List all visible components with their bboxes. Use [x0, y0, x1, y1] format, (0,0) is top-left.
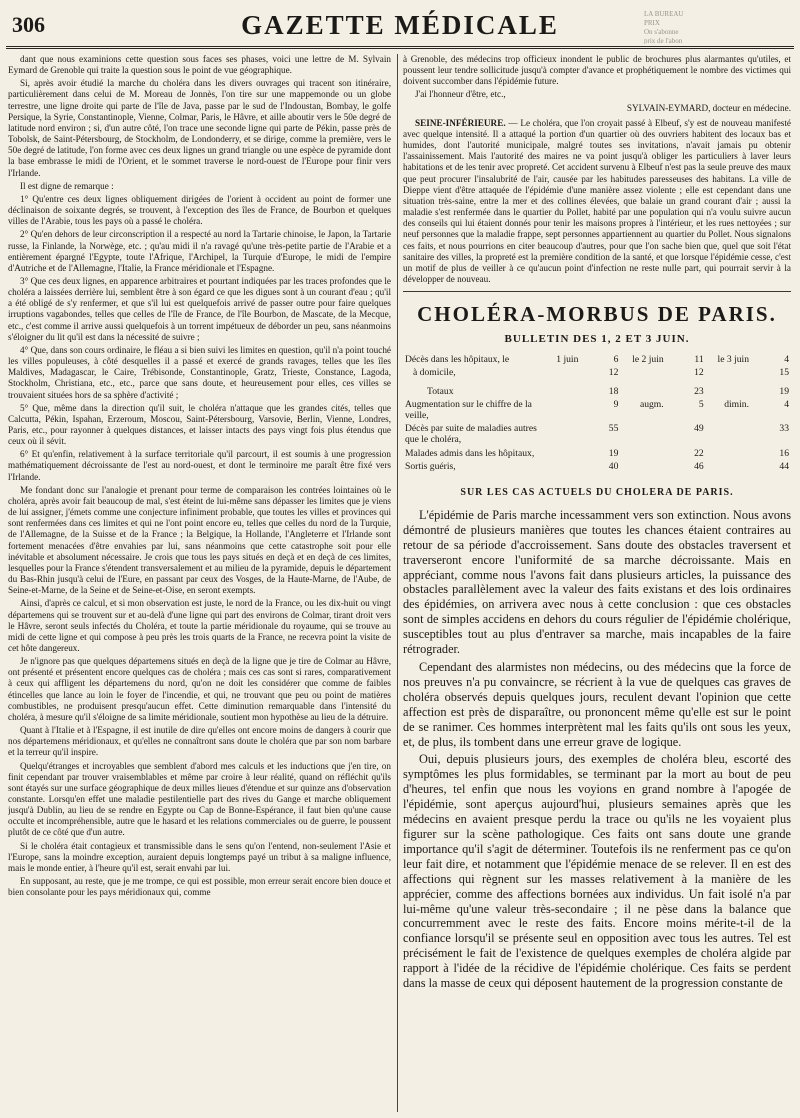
letter-ending: à Grenoble, des médecins trop officieux inondent le public de brochures plus alarmantes qu'utiles, et poussent leur tendre sollicitude jusqu'à compter d'avance et prophétiquement le nombre des victimes qui doivent succomber dans l'épidémie future.	[403, 54, 791, 87]
bulletin-title: BULLETIN DES 1, 2 ET 3 JUIN.	[504, 333, 690, 346]
table-row: Sortis guéris, 40 46 44	[405, 460, 789, 472]
paragraph: L'épidémie de Paris marche incessamment vers son extinction. Nous avons démontré de plusieurs manières que toutes les chances étaient contraires au retour de sa période d'accroissement. Sans doute des obstacles traversent et traverseront encore l'uniformité de sa marche décroissante. Mais en appréciant, comme nous l'avons fait dans plusieurs articles, la puissance des obstacles parallèlement avec la valeur des faits existans et des lois ordinaires des épidémies, on arrivera avec nous à cette conclusion : que ces obstacles sont de simples accidens en dehors du cours régulier de l'épidémie cholérique, susceptibles tout au plus d'entraver sa marche, mais incapables de la faire rétrograder.	[403, 507, 791, 657]
masthead-title: GAZETTE MÉDICALE	[241, 10, 559, 40]
paragraph: Il est digne de remarque :	[20, 180, 114, 191]
main-title: CHOLÉRA-MORBUS DE PARIS.	[417, 302, 777, 327]
paragraph: En supposant, au reste, que je me trompe, ce qui est possible, mon erreur serait encore bien douce et bien consolante pour les pays méridionaux qui, comme	[8, 876, 391, 898]
paragraph: Me fondant donc sur l'analogie et prenant pour terme de comparaison les contrées lointaines où le choléra, après avoir fait beaucoup de mal, s'est éteint de lui-même sans dépasser les limites que je viens de lui assigner, j'émets comme une conjecture infiniment probable, que toutes les villes et provinces qui sont renfermées dans ces limites et qui ne l'ont point encore eu, telles que celles du nord de la Turquie, de l'Allemagne, de la Suisse et de la France ; la Belgique, la Hollande, l'Angleterre et l'Irlande sont fortement menacées d'être envahies par lui, sans néanmoins que cette catastrophe soit pour elle inévitable et absolument nécessaire. Je crois que tous les pays situés en deçà et en deçà de ces limites, lesquelles pour la France s'étendent transversalement et au milieu de la pyramide, depuis le département du Bas-Rhin jusqu'à celui de l'Eure, en passant par ceux des Vosges, de la Haute-Marne, de l'Aube, de Seine-et-Marne, de la Seine et de Seine-et-Oise, en seront exempts.	[8, 484, 391, 596]
letter-closing: J'ai l'honneur d'être, etc.,	[415, 89, 506, 100]
paragraph: dant que nous examinions cette question sous faces ses phases, voici une lettre de M. Sylvain Eymard de Grenoble qui traite la question sous le point de vue géographique.	[8, 54, 391, 76]
paragraph: Quelqu'étranges et incroyables que semblent d'abord mes calculs et les inductions que j'en tire, on finit cependant par trouver vraisemblables et même par croire à leur réalité, quand on réfléchit qu'ils sont étayés sur une surface géographique de deux milles lieues d'étendue et sur quinze ans d'observation constante. Lorsqu'en effet une maladie pestilentielle part des rives du Gange et marche obliquement jusqu'à Dublin, au lieu de se rendre en Egypte ou Cap de Bonne-Espérance, il faut bien qu'une cause occulte et incompréhensible, autre que le hasard et les relations commerciales ou de guerre, le poussent plutôt de ce côté que d'un autre.	[8, 760, 391, 838]
left-column	[8, 54, 391, 1114]
page-number: 306	[12, 12, 45, 37]
paragraph: 5° Que, même dans la direction qu'il suit, le choléra n'attaque que les grandes cités, telles que Calcutta, Pékin, Ispahan, Erzeroum, Moscou, Saint-Pétersbourg, Varsovie, Berlin, Vienne, Londres, Paris, etc., pour rayonner à quelques distances, et laisser intacts des pays vingt fois plus étendus que ceux où il sévit.	[8, 402, 391, 447]
section-separator	[403, 291, 791, 292]
paragraph: Si, après avoir étudié la marche du choléra dans les divers ouvrages qui tracent son itinéraire, particulièrement dans celui de M. Moreau de Jonnès, l'on tire sur une mappemonde ou un globe terrestre, une ligne droite qui parte de l'île de Java, passe par le sud de l'Indoustan, Bombay, le golfe Persique, la Syrie, Constantinople, Vienne, Colmar, Paris, le Hâvre, et aille aboutir vers le 50e degré de latitude nord environ ; si, d'un autre côté, l'on trace une seconde ligne qui parte de Pékin, passe près de Tobolsk, de Saint-Pétersbourg, de Stockholm, de Londonderry, et se dirige, comme la première, vers le 50e degré de latitude, l'on forme avec ces deux lignes un grand triangle ou une espèce de pyramide dont la base embrasse le midi de l'Orient, et le sommet traverse le nord-ouest de l'Europe pour finir vers l'Irlande.	[8, 78, 391, 178]
bleed-through-text: LA BUREAU PRIX On s'abonne prix de l'abon	[644, 10, 684, 44]
seine-text: — Le choléra, que l'on croyait passé à Elbeuf, s'y est de nouveau manifesté avec quelque intensité. Il a attaqué la portion d'un quartier où des ouvriers habitent des locaux bas et humides, dont l'autorité municipale, malgré toutes ses invitations, n'avait jamais pu obtenir l'assainissement. Mais l'autorité des maires ne va point jusqu'à obliger les particuliers à laver leurs habitations et de les tenir avec propreté. Cet accident survenu à Elbeuf n'est pas la seule preuve des maux que peut procurer l'insalubrité de l'air, causée par les habitudes paresseuses des habitans. La ville de Dieppe vient d'être attaquée de l'épidémie d'une manière assez violente ; elle est cependant dans une situation très-saine, entre la mer et des collines élevées, que balaie un grand courant d'air ; aussi la maladie s'est renfermée dans le quartier du Pollet, habité par une population qui n'a voulu suivre aucun des conseils qui lui étaient donnés pour tenir les maisons propres à l'intérieur, et les rues nettoyées ; sur neuf personnes que la maladie frappe, sept personnes appartiennent au quartier du Pollet. Nous signalons ces faits, et nous pourrions en citer beaucoup d'autres, pour que l'on sache bien que, quel que soit l'état sanitaire des villes, la propreté est la première condition de la santé, et que lorsque l'épidémie cesse, c'est un motif de plus de veiller à ce qu'aucun point d'infection ne reste nulle part, qui pourrait servir à la développer de nouveau.	[403, 117, 791, 284]
table-row: Malades admis dans les hôpitaux, 19 22 16	[405, 447, 789, 459]
paragraph: Oui, depuis plusieurs jours, des exemples de choléra bleu, escorté des symptômes les plus formidables, se terminant par la mort au bout de peu d'heures, tel enfin que nous les voyions en grand nombre à l'apogée de l'épidémie, sont aperçus aujourd'hui, plusieurs semaines après que les médecins en avaient presque perdu la trace ou qu'ils ne les voyaient plus figurer sur la scène pathologique. Ces faits ont sans doute une grande importance qu'il s'agit de déterminer. Toutefois ils ne renferment pas ce qu'on leur fait dire, et notamment que l'épidémie menace de se relever. Il en est des affections qui règnent sur les masses relativement à la manière de les apprécier, comme des affections bornées aux individus. Un fait isolé n'a par lui-même qu'une valeur très-secondaire ; il ne pèse dans la balance que concurremment avec le reste des faits. Encore moins mérite-t-il de la confiance lorsqu'il se présente seul en opposition avec tous les autres. Tel est précisément le fait de l'existence de quelques exemples de choléra algide par rapport à l'idée de la récidive de l'épidémie cholérique. Ces faits se perdent dans la masse de ceux qui déposent hautement de la progression constante de	[403, 752, 791, 991]
paragraph: Je n'ignore pas que quelques départemens situés en deçà de la ligne que je tire de Colmar au Hâvre, ont présenté et présentent encore quelques cas de choléra ; mais ces cas sont si rares, comparativement à ceux qui affligent les départemens du nord, qu'on ne doit les considérer que comme de faibles étincelles que lance au loin le foyer de l'incendie, et qui, ne trouvant que peu ou point de matières combustibles, ne produisent presqu'aucun effet. Cette diminution remarquable dans l'intensité du choléra, à mesure qu'il s'éloigne de sa limite méridionale, soutient mon hypothèse au lieu de la détruire.	[8, 656, 391, 722]
column-divider	[397, 54, 398, 1112]
table-row: Décès par suite de maladies autres que le choléra, 55 49 33	[405, 423, 789, 446]
letter-signature: SYLVAIN-EYMARD, docteur en médecine.	[626, 102, 791, 113]
table-row: Décès dans les hôpitaux, le 1 juin 6 le 2 juin 11 le 3 juin 4	[405, 354, 789, 366]
page-header	[6, 8, 794, 49]
table-row: Totaux 18 23 19	[427, 385, 789, 397]
paragraph: 2° Qu'en dehors de leur circonscription il a respecté au nord la Tartarie chinoise, le Japon, la Tartarie russe, la Finlande, la Norwège, etc. ; qu'au midi il n'a ravagé qu'une très-petite partie de l'Arabie et a entièrement épargné l'Egypte, toute l'Afrique, l'Archipel, la Turquie d'Europe, le midi de l'empire d'Autriche et de l'Allemagne, l'Italie, la France méridionale et l'Espagne.	[8, 229, 391, 273]
bulletin-table	[403, 353, 791, 473]
paragraph: Cependant des alarmistes non médecins, ou des médecins que la force de nos preuves n'a pu convaincre, se récrient à la vue de quelques cas graves de choléra observés depuis quelques jours, reculent devant l'opinion que cette affection est près de disparaître, ou prononcent même qu'elle est sur le point de se ranimer. Ces hommes interprètent mal les faits qu'ils ont sous les yeux, et, de plus, ils tombent dans une erreur grave de logique.	[403, 660, 791, 749]
paragraph: Quant à l'Italie et à l'Espagne, il est inutile de dire qu'elles ont encore moins de dangers à courir que nos départemens méridionaux, et qu'elles ne connaîtront sans doute le choléra que par son nom barbare et la terreur qu'il inspire.	[8, 725, 391, 758]
seine-inferieure-news	[403, 118, 791, 285]
paragraph: 4° Que, dans son cours ordinaire, le fléau a si bien suivi les limites en question, qu'il n'a point touché les villes populeuses, à côté desquelles il a passé et exercé de grands ravages, telles que les îles Maldives, Madagascar, le Caire, Trébisonde, Constantinople, Gratz, Trieste, Constance, Lagoda, Stockholm, Christiana, etc., etc., parce que sans doute, et heureusement pour elles, ces villes se trouvaient situées hors de sa sphère d'activité ;	[8, 344, 391, 400]
paragraph: 6° Et qu'enfin, relativement à la surface territoriale qu'il parcourt, il est soumis à une progression mathématiquement décroissante de l'est au nord-ouest, et dont le terminoire me paraît être fixé vers l'Irlande.	[8, 449, 391, 482]
seine-heading: SEINE-INFÉRIEURE.	[415, 117, 506, 128]
paragraph: Si le choléra était contagieux et transmissible dans le sens qu'on l'entend, non-seulement l'Asie et l'Europe, sans la moindre exception, auraient depuis longtemps payé un tribut à sa maligne influence, mais le monde entier, à l'heure qu'il est, serait envahi par lui.	[8, 840, 391, 873]
paragraph: Ainsi, d'après ce calcul, et si mon observation est juste, le nord de la France, ou les dix-huit ou vingt départemens qui se trouvent sur et au-delà d'une ligne qui part des environs de Colmar, tirant droit vers le Hâvre, seront seuls infectés du Choléra, et toute la partie méridionale du royaume, qui se trouve au midi de cette ligne et qui compose à peu près les trois quarts de la France, ne recevra point la visite de cet hôte dangereux.	[8, 598, 391, 653]
right-column	[403, 54, 791, 1114]
paragraph: 1° Qu'entre ces deux lignes obliquement dirigées de l'orient à occident au point de former une déclinaison de soixante degrés, se trouvent, à l'exception des îles de France, de Bourbon et quelques villes de l'Arabie, tous les pays où a passé le choléra.	[8, 193, 391, 227]
article-body	[403, 508, 791, 991]
table-row: Augmentation sur le chiffre de la veille, 9 augm. 5 dimin. 4	[405, 398, 789, 421]
table-row: à domicile, 12 12 15	[413, 367, 789, 379]
paragraph: 3° Que ces deux lignes, en apparence arbitraires et pourtant indiquées par les traces profondes que le choléra a laissées derrière lui, semblent être à son égard ce que les digues sont à un courant d'eau ; qu'il a été obligé de s'y renfermer, et que s'il lui est quelquefois arrivé de passer outre pour faire quelques irruptions vagabondes, telles que celles de l'île de France, de l'île Bourbon, de Mascate, de la Mecque, etc., c'est comme il arrive aussi quelquefois à un torrent impétueux de déborder un peu, sans néanmoins s'éloigner du lit qu'il est dans la nécessité de suivre ;	[8, 275, 391, 342]
section-title: SUR LES CAS ACTUELS DU CHOLERA DE PARIS.	[460, 486, 734, 498]
